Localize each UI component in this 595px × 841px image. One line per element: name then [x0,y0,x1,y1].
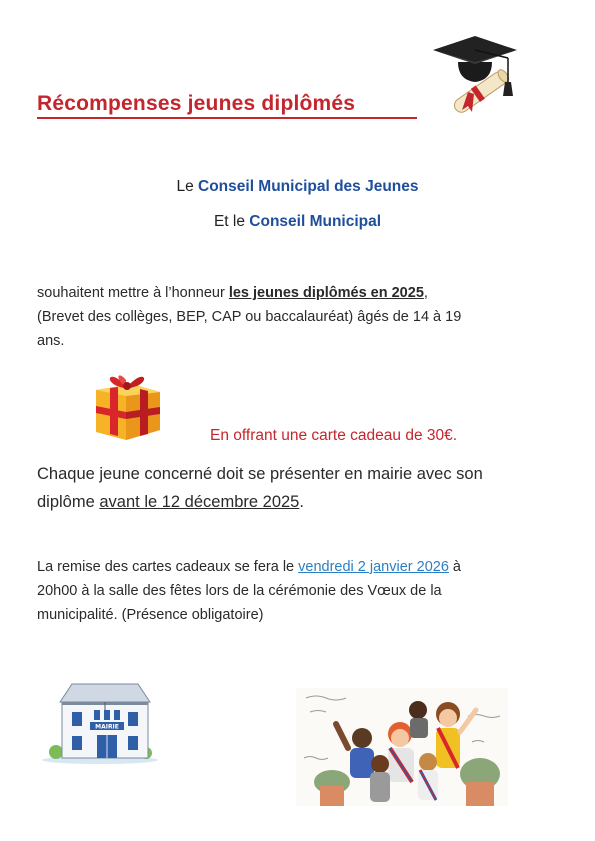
gift-card-offer: En offrant une carte cadeau de 30€. [210,427,458,444]
youth-group-illustration [296,688,508,806]
paragraph-deadline-line-2 [37,488,567,516]
ceremony-date-link[interactable]: vendredi 2 janvier 2026 [298,559,449,575]
paragraph-ceremony-line-1 [37,555,567,579]
paragraph-deadline-prefix: diplôme [37,493,100,511]
paragraph-ceremony-prefix: La remise des cartes cadeaux se fera le [37,559,299,575]
town-hall-icon [42,680,164,766]
paragraph-honour [37,281,557,353]
council-name: Conseil Municipal [249,213,382,230]
page-title: Récompenses jeunes diplômés [37,92,356,115]
deadline-date: avant le 12 décembre 2025 [99,493,300,511]
graduates-highlight: les jeunes diplômés en 2025 [228,285,424,301]
paragraph-honour-suffix: , [423,285,428,301]
intro-line-2 [0,213,595,231]
mairie-sign: MAIRIE [95,723,119,731]
paragraph-honour-prefix: souhaitent mettre à l’honneur [37,285,229,301]
paragraph-ceremony-line-2: 20h00 à la salle des fêtes lors de la cérémonie des Vœux de la [37,583,442,599]
paragraph-deadline-line-1: Chaque jeune concerné doit se présenter en mairie avec son [37,465,483,483]
intro-line-1-prefix: Le [176,178,199,195]
paragraph-ceremony [37,555,567,627]
intro-line-1 [0,178,595,196]
paragraph-ceremony-line-3: municipalité. (Présence obligatoire) [37,607,264,623]
intro-line-2-prefix: Et le [213,213,250,230]
graduation-cap-icon [430,32,520,114]
paragraph-deadline [37,460,567,516]
gift-icon [88,362,166,442]
paragraph-deadline-suffix: . [299,493,304,511]
title-underline [37,117,417,119]
council-youth-name: Conseil Municipal des Jeunes [198,178,419,195]
paragraph-honour-line-1 [37,281,557,305]
paragraph-honour-line-3: ans. [37,333,65,349]
paragraph-ceremony-suffix: à [448,559,461,575]
paragraph-honour-line-2: (Brevet des collèges, BEP, CAP ou baccalauréat) âgés de 14 à 19 [37,309,462,325]
